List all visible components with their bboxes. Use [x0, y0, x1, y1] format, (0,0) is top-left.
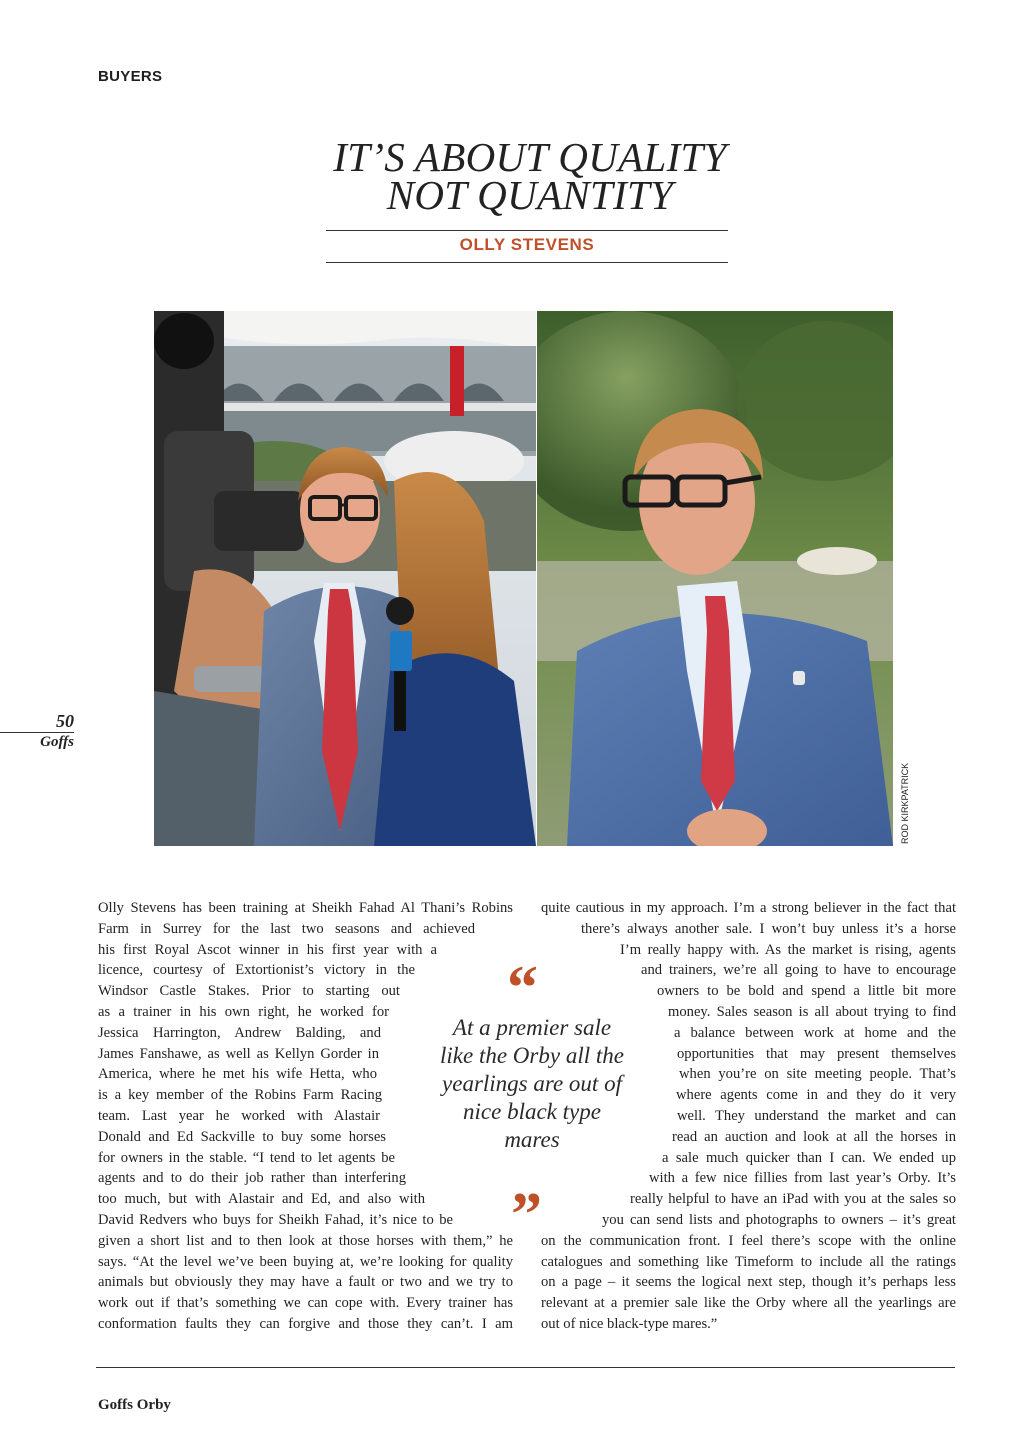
photo-credit	[898, 762, 912, 846]
body-line: quite cautious in my approach. I’m a strong believer in the fact that	[541, 900, 956, 916]
body-line: I’m really happy with. As the market is rising, agents	[620, 941, 956, 958]
body-line: for owners in the stable. “I tend to let agents be	[98, 1149, 395, 1166]
footer-rule	[96, 1367, 955, 1368]
body-line: relevant at a premier sale like the Orby where all the yearlings are	[541, 1295, 956, 1312]
body-line: opportunities that may present themselves	[677, 1045, 956, 1062]
body-line: owners to be bold and spend a little bit more	[657, 983, 956, 1000]
body-line: money. Sales season is all about trying to find	[668, 1003, 956, 1020]
body-line: when you’re on site meeting people. That’s	[679, 1066, 956, 1083]
body-line: James Fanshawe, as well as Kellyn Gorder in	[98, 1045, 379, 1062]
body-line: there’s always another sale. I won’t buy unless it’s a horse	[581, 920, 956, 937]
byline: OLLY STEVENS	[459, 235, 595, 254]
body-line: where agents come in and they do it very	[676, 1087, 956, 1104]
body-line: Olly Stevens has been training at Sheikh Fahad Al Thani’s Robins	[98, 900, 513, 916]
photo-portrait	[537, 311, 893, 846]
body-line: team. Last year he worked with Alastair	[98, 1107, 380, 1124]
article-title-line: NOT QUANTITY	[386, 172, 674, 218]
body-line: work out if that’s something we can cope with. Every trainer has	[98, 1295, 513, 1312]
body-line: Windsor Castle Stakes. Prior to starting out	[98, 983, 400, 1000]
body-line: licence, courtesy of Extortionist’s victory in the	[98, 962, 415, 979]
body-line: catalogues and something like Timeform to include all the ratings	[541, 1253, 956, 1270]
body-line: David Redvers who buys for Sheikh Fahad, it’s nice to be	[98, 1211, 453, 1228]
body-line: really helpful to have an iPad with you at the sales so	[630, 1191, 956, 1208]
body-line: given a short list and to then look at those horses with them,” he	[98, 1232, 513, 1249]
body-line: America, where he met his wife Hetta, who	[98, 1066, 377, 1083]
photo-credit-text: ROD KIRKPATRICK	[900, 762, 910, 844]
article-title-line: IT’S ABOUT QUALITY	[333, 134, 727, 180]
open-quote-mark: “	[507, 954, 538, 1022]
body-line: his first Royal Ascot winner in his first year with a	[98, 941, 437, 958]
body-line: out of nice black-type mares.”	[541, 1315, 718, 1332]
body-line: as a trainer in his own right, he worked for	[98, 1003, 389, 1020]
body-line: on a page – it seems the logical next step, though it’s perhaps less	[541, 1274, 956, 1291]
pull-quote: At a premier sale like the Orby all the yearlings are out of nice black type mares	[440, 1015, 624, 1152]
article-title	[270, 134, 790, 218]
body-line: is a key member of the Robins Farm Racing	[98, 1087, 382, 1104]
page-publication: Goffs	[40, 734, 74, 750]
photo-interview	[154, 311, 536, 846]
body-line: animals but obviously they may have a fault or two and we try to	[98, 1274, 513, 1291]
body-line: a sale much quicker than I can. We ended up	[662, 1149, 956, 1166]
body-line: with a few nice fillies from last year’s Orby. It’s	[649, 1170, 956, 1187]
body-line: read an auction and look at all the horses in	[672, 1128, 956, 1145]
body-line: Jessica Harrington, Andrew Balding, and	[98, 1024, 381, 1041]
page-number: 50	[56, 711, 74, 731]
byline-rule-bottom	[326, 262, 728, 263]
body-line: and trainers, we’re all going to have to encourage	[641, 962, 956, 979]
body-line: agents and to do their job rather than interfering	[98, 1170, 406, 1187]
body-line: conformation faults they can forgive and those they can’t. I am	[98, 1315, 513, 1332]
body-line: well. They understand the market and can	[677, 1107, 956, 1124]
section-label: BUYERS	[98, 68, 163, 85]
body-line: Donald and Ed Sackville to buy some horses	[98, 1128, 386, 1145]
body-line: Farm in Surrey for the last two seasons and achieved	[98, 920, 475, 937]
body-line: too much, but with Alastair and Ed, and also with	[98, 1191, 425, 1208]
body-line: on the communication front. I feel there’s scope with the online	[541, 1232, 956, 1249]
byline-rule-top	[326, 230, 728, 231]
body-line: says. “At the level we’ve been buying at, we’re looking for quality	[98, 1253, 513, 1270]
page-number-rule	[0, 732, 74, 733]
body-line: a balance between work at home and the	[674, 1024, 956, 1041]
footer-publication: Goffs Orby	[98, 1397, 171, 1413]
close-quote-mark: ”	[511, 1181, 542, 1249]
body-line: you can send lists and photographs to owners – it’s great	[602, 1211, 956, 1228]
